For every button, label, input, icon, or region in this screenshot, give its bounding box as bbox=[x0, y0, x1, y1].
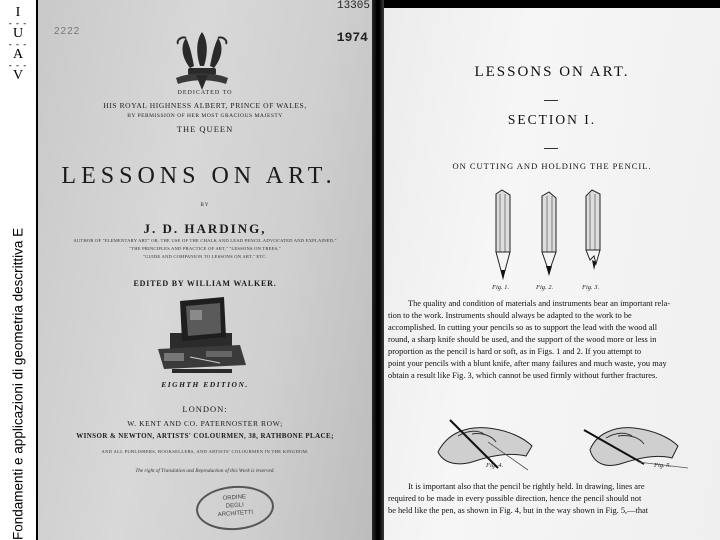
drawing-desk-vignette-icon bbox=[150, 293, 250, 377]
editor-line: EDITED BY WILLIAM WALKER. bbox=[133, 279, 277, 288]
course-title: Fondamenti e applicazioni di geometria descrittiva E bbox=[10, 227, 26, 540]
book-gutter bbox=[372, 0, 384, 540]
logo-letter: U bbox=[12, 26, 24, 41]
stamp-line: DEGLI bbox=[225, 502, 245, 510]
library-stamp bbox=[195, 483, 276, 532]
rights-notice: The right of Translation and Reproduction of this Work is reserved. bbox=[135, 468, 275, 474]
running-heading: LESSONS ON ART. bbox=[474, 64, 630, 80]
text-line: be held like the pen, as shown in Fig. 4, but in the way shown in Fig. 5,—that bbox=[388, 506, 649, 515]
publisher-line: WINSOR & NEWTON, ARTISTS' COLOURMEN, 38, RATHBONE PLACE; bbox=[76, 432, 334, 440]
iuav-logo bbox=[0, 6, 36, 83]
logo-letter: A bbox=[12, 47, 24, 62]
publisher-line: W. KENT AND CO. PATERNOSTER ROW; bbox=[127, 419, 283, 428]
catalog-number: 2222 bbox=[54, 26, 81, 37]
text-line: round, a sharp knife should be used, and the support of the wood more or less in bbox=[388, 335, 657, 344]
logo-divider: - - - bbox=[8, 60, 28, 70]
figure-caption: Fig. 3. bbox=[582, 284, 600, 291]
body-paragraph bbox=[388, 298, 714, 382]
sidebar-strip bbox=[0, 0, 36, 540]
dedication-line: THE QUEEN bbox=[176, 124, 234, 134]
edition-line: EIGHTH EDITION. bbox=[161, 380, 249, 389]
logo-letter: I bbox=[15, 5, 21, 20]
text-line: accomplished. In cutting your pencils so as to support the lead with the wood all bbox=[388, 323, 658, 332]
logo-letter: V bbox=[12, 68, 24, 83]
author-credentials: "THE PRINCIPLES AND PRACTICE OF ART," "LESSONS ON TREES," bbox=[129, 246, 281, 251]
figure-caption: Fig. 4. bbox=[486, 462, 504, 469]
logo-divider: - - - bbox=[8, 18, 28, 28]
divider bbox=[544, 100, 558, 101]
book-title: LESSONS ON ART. bbox=[61, 163, 337, 189]
body-paragraph bbox=[388, 481, 714, 517]
by-line: BY bbox=[200, 203, 210, 208]
section-title: SECTION I. bbox=[507, 112, 597, 127]
text-line: It is important also that the pencil be rightly held. In drawing, lines are bbox=[408, 482, 645, 491]
dedication-line: DEDICATED TO bbox=[177, 90, 233, 96]
text-line: The quality and condition of materials and instruments bear an important rela- bbox=[408, 299, 671, 308]
dedication-line: HIS ROYAL HIGHNESS ALBERT, PRINCE OF WALES, bbox=[103, 101, 307, 110]
publication-city: LONDON: bbox=[182, 404, 228, 414]
dedication-line: BY PERMISSION OF HER MOST GRACIOUS MAJESTY bbox=[127, 113, 283, 119]
author-credentials: AUTHOR OF "ELEMENTARY ART" OR, THE USE OF THE CHALK AND LEAD PENCIL ADVOCATED AND EXPLAINED," bbox=[73, 238, 337, 243]
prince-of-wales-feathers-icon bbox=[166, 26, 238, 96]
text-line: proportion as the pencil is hard or soft, as in Figs. 1 and 2. If you attempt to bbox=[388, 347, 642, 356]
inventory-number: 13305 bbox=[336, 0, 370, 12]
text-line: point your pencils with a blunt knife, after many failures and much waste, you may bbox=[388, 359, 667, 368]
section-subheading: ON CUTTING AND HOLDING THE PENCIL. bbox=[452, 161, 652, 171]
figure-caption: Fig. 2. bbox=[536, 284, 554, 291]
author-credentials: "GUIDE AND COMPANION TO LESSONS ON ART," ETC. bbox=[143, 254, 267, 259]
figure-caption: Fig. 5. bbox=[654, 462, 672, 469]
title-page bbox=[38, 0, 372, 540]
text-line: tion to the work. Instruments should always be adapted to the work to be bbox=[388, 311, 632, 320]
publisher-line: AND ALL PUBLISHERS, BOOKSELLERS, AND ARTISTS' COLOURMEN IN THE KINGDOM. bbox=[101, 449, 309, 454]
stamp-line: ORDINE bbox=[222, 494, 247, 502]
author-name: J. D. HARDING, bbox=[143, 221, 267, 236]
logo-divider: - - - bbox=[8, 39, 28, 49]
stamp-line: ARCHITETTI bbox=[217, 509, 254, 519]
text-line: obtain a result like Fig. 3, which cannot be used firmly without further fractures. bbox=[388, 371, 658, 380]
figure-caption: Fig. 1. bbox=[492, 284, 510, 291]
section-page bbox=[384, 8, 720, 540]
text-line: required to be made in every possible direction, hence the pencil should not bbox=[388, 494, 642, 503]
pencil-figures-icon bbox=[484, 188, 614, 286]
divider bbox=[544, 148, 558, 149]
inventory-year: 1974 bbox=[336, 30, 368, 45]
